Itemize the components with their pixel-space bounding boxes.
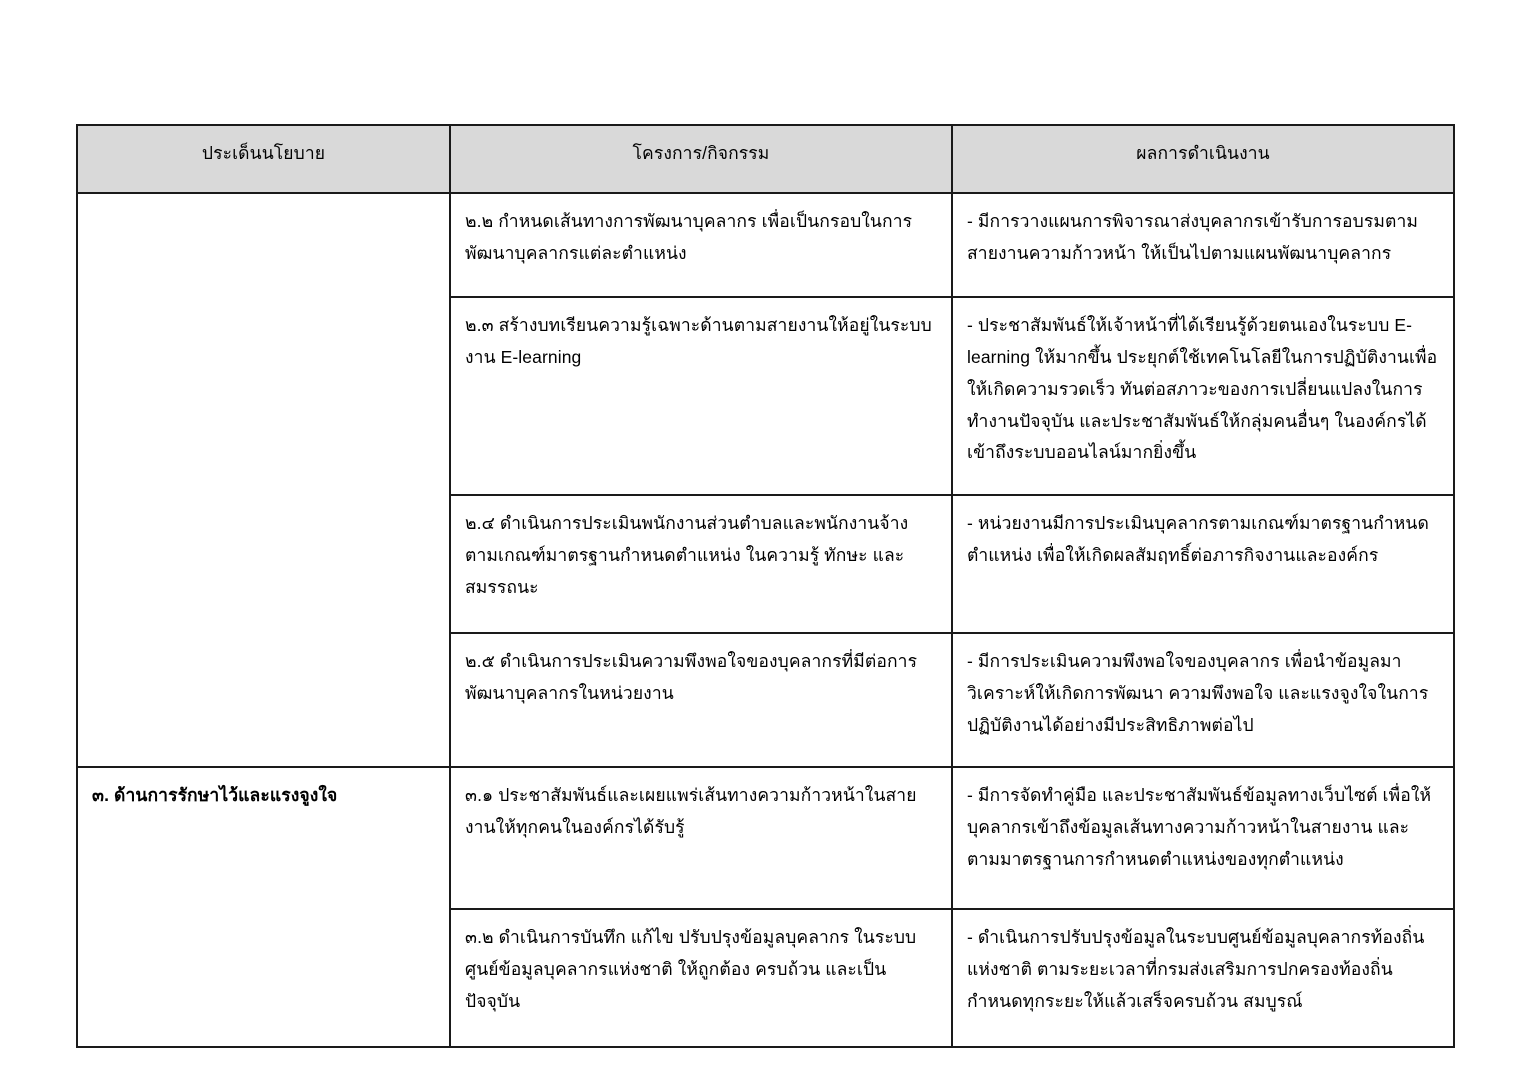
result-text: - หน่วยงานมีการประเมินบุคลากรตามเกณฑ์มาตรฐานกำหนดตำแหน่ง เพื่อให้เกิดผลสัมฤทธิ์ต่อภารกิจงานและองค์กร — [967, 513, 1429, 565]
project-text: ๒.๓ สร้างบทเรียนความรู้เฉพาะด้านตามสายงานให้อยู่ในระบบงาน E-learning — [465, 315, 932, 367]
result-text: - ดำเนินการปรับปรุงข้อมูลในระบบศูนย์ข้อมูลบุคลากรท้องถิ่นแห่งชาติ ตามระยะเวลาที่กรมส่งเสริมการปกครองท้องถิ่นกำหนดทุกระยะให้แล้วเสร็จครบถ้วน สมบูรณ์ — [967, 927, 1425, 1011]
project-cell — [450, 193, 952, 297]
project-cell — [450, 297, 952, 495]
result-cell — [952, 767, 1454, 909]
project-cell — [450, 767, 952, 909]
table-header — [77, 125, 1454, 193]
project-text: ๒.๒ กำหนดเส้นทางการพัฒนาบุคลากร เพื่อเป็นกรอบในการพัฒนาบุคลากรแต่ละตำแหน่ง — [465, 211, 913, 263]
result-cell — [952, 495, 1454, 633]
result-text: - มีการประเมินความพึงพอใจของบุคลากร เพื่อนำข้อมูลมาวิเคราะห์ให้เกิดการพัฒนา ความพึงพอใจ และแรงจูงใจในการปฏิบัติงานได้อย่างมีประสิทธิภาพต่อไป — [967, 651, 1429, 735]
column-header-project: โครงการ/กิจกรรม — [450, 125, 952, 193]
column-header-policy: ประเด็นนโยบาย — [77, 125, 450, 193]
table-row — [77, 767, 1454, 909]
policy-group-cell-retention: ๓. ด้านการรักษาไว้และแรงจูงใจ — [77, 767, 450, 1047]
result-cell — [952, 193, 1454, 297]
project-text: ๓.๒ ดำเนินการบันทึก แก้ไข ปรับปรุงข้อมูลบุคลากร ในระบบศูนย์ข้อมูลบุคลากรแห่งชาติ ให้ถูกต้อง ครบถ้วน และเป็นปัจจุบัน — [465, 927, 917, 1011]
project-cell — [450, 633, 952, 767]
project-cell — [450, 495, 952, 633]
policy-group-cell-empty — [77, 193, 450, 767]
column-header-result: ผลการดำเนินงาน — [952, 125, 1454, 193]
result-cell — [952, 909, 1454, 1047]
project-cell — [450, 909, 952, 1047]
project-text: ๒.๔ ดำเนินการประเมินพนักงานส่วนตำบลและพนักงานจ้างตามเกณฑ์มาตรฐานกำหนดตำแหน่ง ในความรู้ ทักษะ และสมรรถนะ — [465, 513, 909, 597]
result-cell — [952, 633, 1454, 767]
table-row — [77, 193, 1454, 297]
result-text: - มีการจัดทำคู่มือ และประชาสัมพันธ์ข้อมูลทางเว็บไซต์ เพื่อให้บุคลากรเข้าถึงข้อมูลเส้นทางความก้าวหน้าในสายงาน และตามมาตรฐานการกำหนดตำแหน่งของทุกตำแหน่ง — [967, 785, 1432, 869]
result-text: - ประชาสัมพันธ์ให้เจ้าหน้าที่ได้เรียนรู้ด้วยตนเองในระบบ E-learning ให้มากขึ้น ประยุกต์ใช้เทคโนโลยีในการปฏิบัติงานเพื่อให้เกิดความรวดเร็ว ทันต่อสภาวะของการเปลี่ยนแปลงในการทำงานปัจจุบัน และประชาสัมพันธ์ให้กลุ่มคนอื่นๆ ในองค์กรได้เข้าถึงระบบออนไลน์มากยิ่งขึ้น — [967, 315, 1438, 463]
project-text: ๒.๕ ดำเนินการประเมินความพึงพอใจของบุคลากรที่มีต่อการพัฒนาบุคลากรในหน่วยงาน — [465, 651, 918, 703]
policy-results-table — [76, 124, 1455, 1048]
table-header-row — [77, 125, 1454, 193]
project-text: ๓.๑ ประชาสัมพันธ์และเผยแพร่เส้นทางความก้าวหน้าในสายงานให้ทุกคนในองค์กรได้รับรู้ — [465, 785, 917, 837]
result-cell — [952, 297, 1454, 495]
result-text: - มีการวางแผนการพิจารณาส่งบุคลากรเข้ารับการอบรมตามสายงานความก้าวหน้า ให้เป็นไปตามแผนพัฒนาบุคลากร — [967, 211, 1419, 263]
table-body — [77, 193, 1454, 1047]
